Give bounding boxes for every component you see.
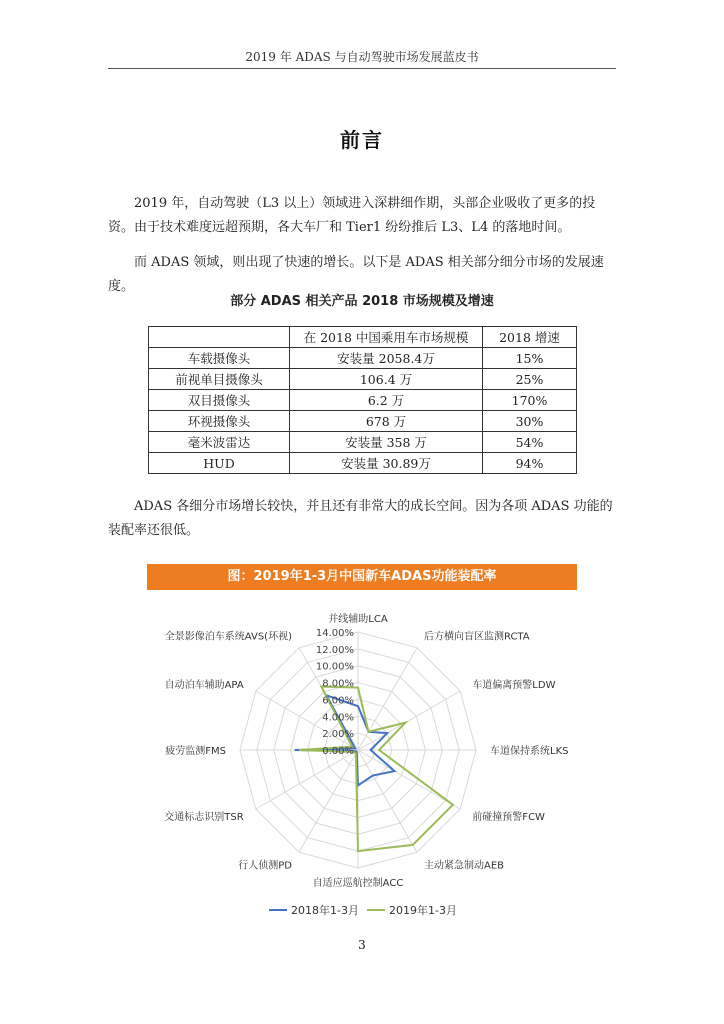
table-cell: 678 万	[290, 411, 483, 432]
table-cell: 安装量 30.89万	[290, 453, 483, 474]
table-row	[149, 390, 577, 411]
chart-title-banner: 图：2019年1-3月中国新车ADAS功能装配率	[147, 564, 577, 590]
radar-chart	[147, 596, 577, 926]
radar-category-label: 前碰撞预警FCW	[472, 812, 545, 823]
radar-category-label: 自适应巡航控制ACC	[312, 878, 404, 889]
table-cell: 车载摄像头	[149, 348, 290, 369]
market-table	[148, 326, 577, 474]
paragraph-summary: ADAS 各细分市场增长较快，并且还有非常大的成长空间。因为各项 ADAS 功能的装配率还很低。	[108, 499, 613, 538]
table-cell: 6.2 万	[290, 390, 483, 411]
table-cell: HUD	[149, 453, 290, 474]
table-cell: 双目摄像头	[149, 390, 290, 411]
page-number: 3	[358, 938, 366, 952]
legend-label: 2018年1-3月	[291, 904, 359, 917]
table-row	[149, 453, 577, 474]
table-cell: 安装量 358 万	[290, 432, 483, 453]
radar-category-label: 疲劳监测FMS	[165, 746, 226, 757]
paragraph-adas: 而 ADAS 领域，则出现了快速的增长。以下是 ADAS 相关部分细分市场的发展速度。	[108, 255, 604, 294]
table-cell: 环视摄像头	[149, 411, 290, 432]
table-cell: 前视单目摄像头	[149, 369, 290, 390]
radar-category-label: 自动泊车辅助APA	[164, 680, 244, 691]
radar-category-label: 车道偏离预警LDW	[472, 680, 556, 691]
radar-tick-label: 2.00%	[322, 729, 354, 741]
radar-category-label: 车道保持系统LKS	[490, 746, 569, 757]
page-title: 前言	[340, 128, 384, 152]
radar-category-label: 交通标志识别TSR	[164, 812, 244, 823]
table-caption: 部分 ADAS 相关产品 2018 市场规模及增速	[230, 294, 494, 309]
table-header-row	[149, 327, 577, 348]
radar-tick-label: 4.00%	[322, 712, 354, 724]
radar-category-label: 主动紧急制动AEB	[424, 860, 505, 872]
radar-series-line	[299, 686, 453, 851]
table-cell: 170%	[483, 390, 577, 411]
table-cell: 25%	[483, 369, 577, 390]
table-row	[149, 348, 577, 369]
radar-category-label: 行人侦测PD	[238, 860, 292, 872]
legend-label: 2019年1-3月	[389, 904, 457, 917]
table-header-cell: 2018 增速	[483, 327, 577, 348]
radar-tick-label: 10.00%	[315, 661, 354, 673]
table-row	[149, 432, 577, 453]
table-cell: 毫米波雷达	[149, 432, 290, 453]
radar-tick-label: 8.00%	[322, 678, 354, 690]
table-cell: 54%	[483, 432, 577, 453]
table-header-cell: 在 2018 中国乘用车市场规模	[290, 327, 483, 348]
page-header: 2019 年 ADAS 与自动驾驶市场发展蓝皮书	[108, 46, 616, 69]
table-cell: 安装量 2058.4万	[290, 348, 483, 369]
table-header-cell	[149, 327, 290, 348]
table-cell: 15%	[483, 348, 577, 369]
radar-category-label: 后方横向盲区监测RCTA	[424, 631, 530, 643]
radar-tick-label: 0.00%	[322, 746, 354, 757]
table-cell: 30%	[483, 411, 577, 432]
table-row	[149, 369, 577, 390]
radar-tick-label: 6.00%	[322, 695, 354, 707]
radar-category-label: 全景影像泊车系统AVS(环视)	[164, 631, 292, 643]
radar-tick-label: 14.00%	[315, 628, 354, 639]
radar-category-label: 并线辅助LCA	[328, 614, 388, 625]
table-cell: 94%	[483, 453, 577, 474]
paragraph-intro: 2019 年，自动驾驶（L3 以上）领域进入深耕细作期，头部企业吸收了更多的投资。由于技术难度远超预期，各大车厂和 Tier1 纷纷推后 L3、L4 的落地时间。	[108, 196, 596, 235]
table-row	[149, 411, 577, 432]
table-cell: 106.4 万	[290, 369, 483, 390]
radar-tick-label: 12.00%	[315, 644, 354, 656]
